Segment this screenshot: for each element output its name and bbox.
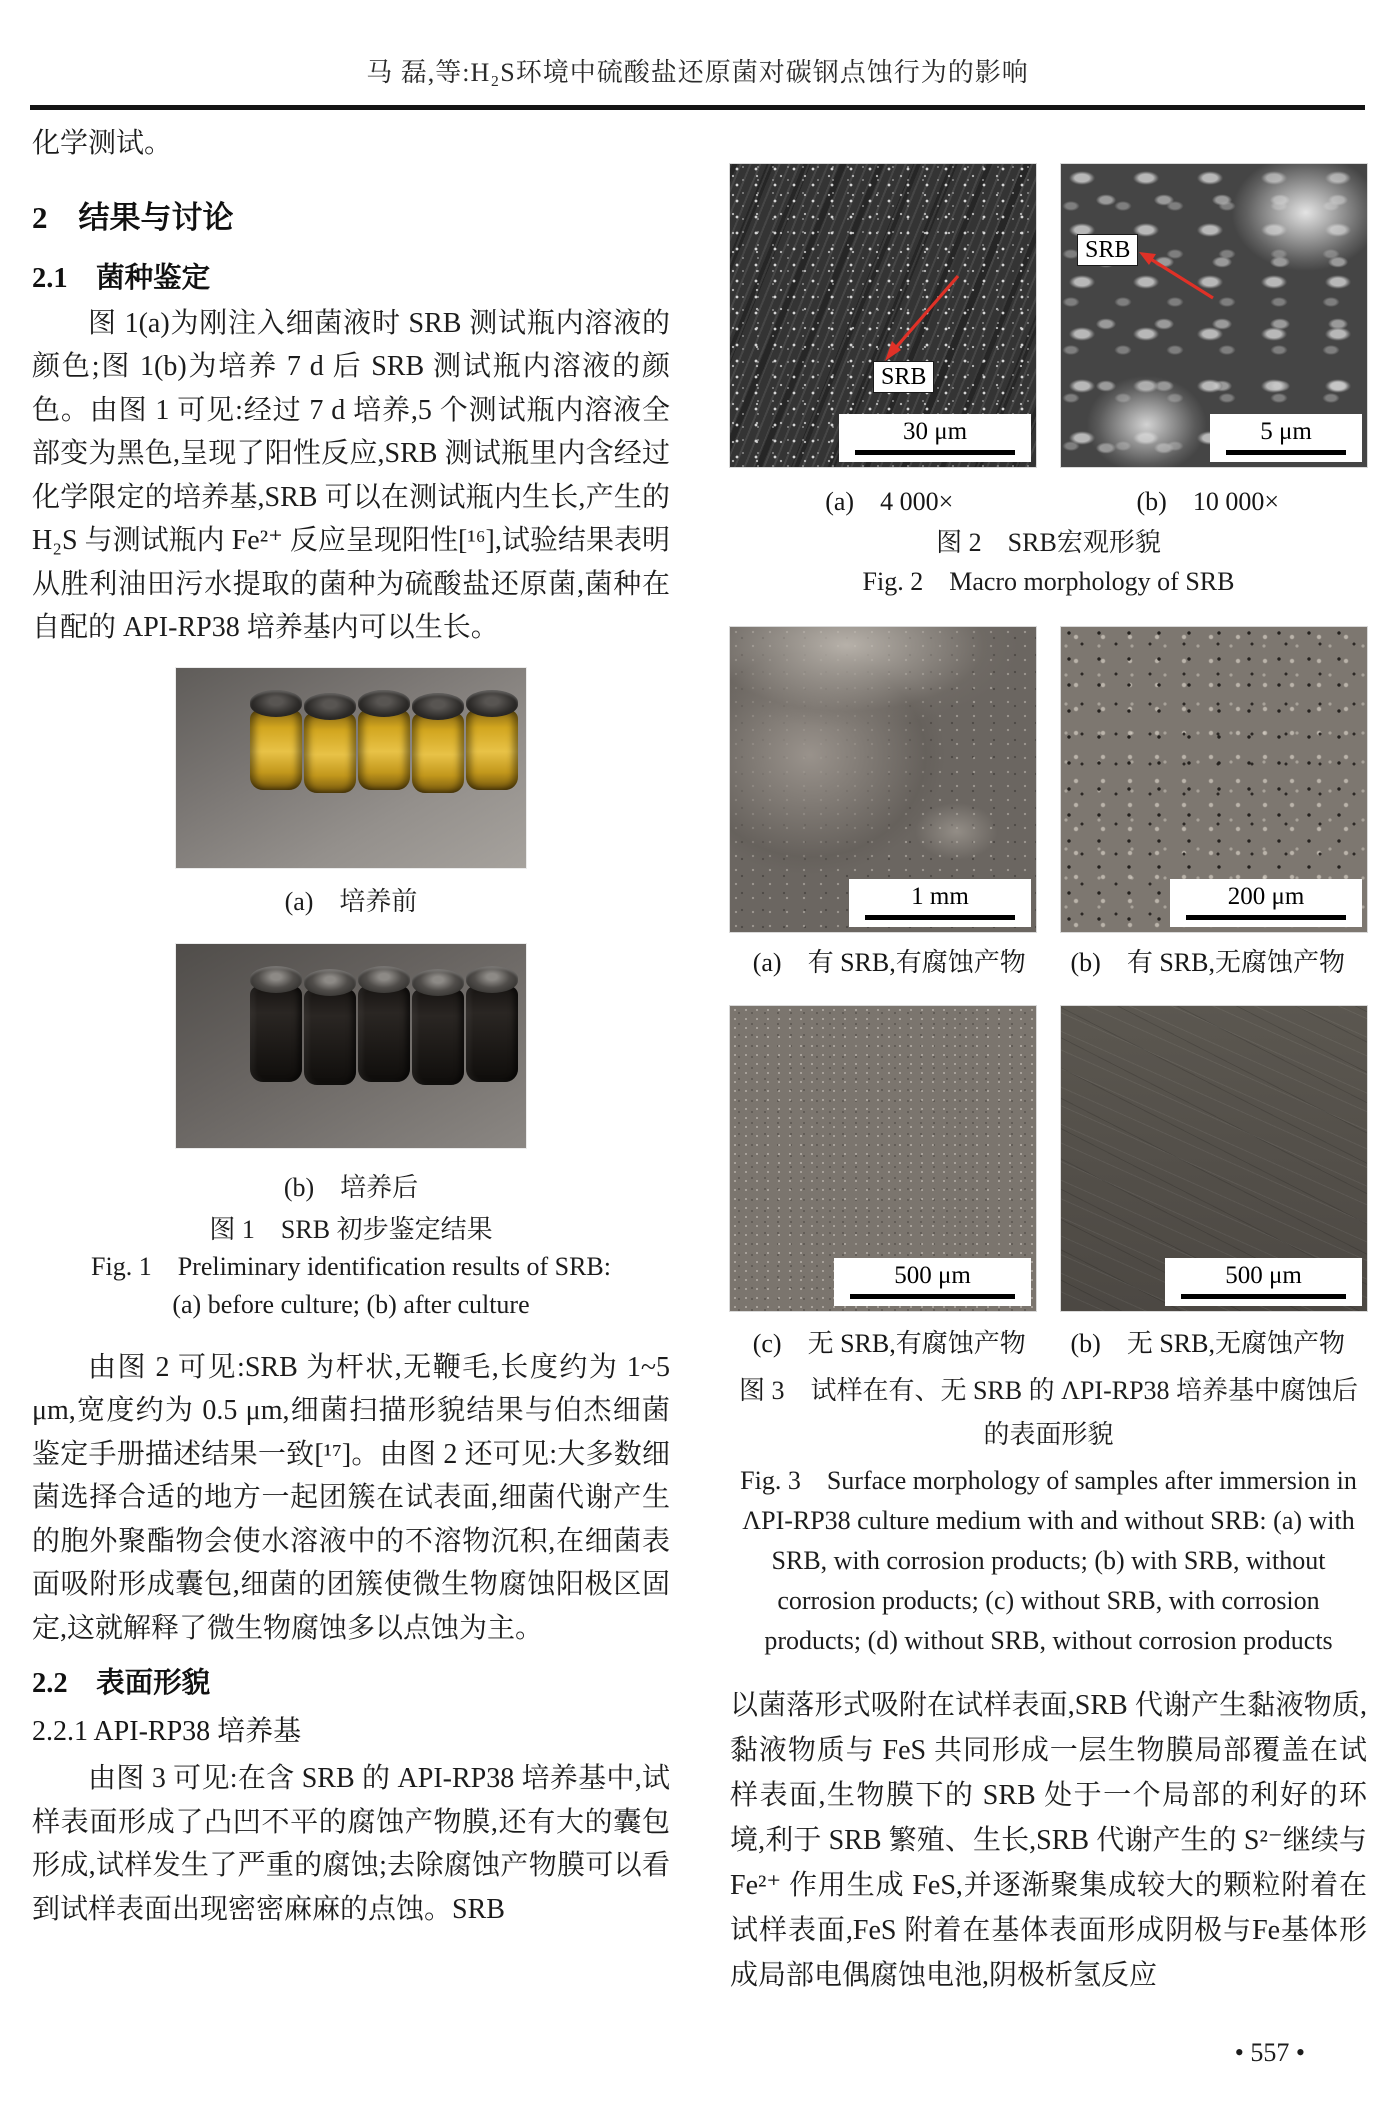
vial-row-after bbox=[250, 966, 520, 1082]
scale-bar-200um bbox=[1170, 879, 1362, 927]
vial-cap bbox=[250, 690, 302, 717]
figure1-photo-before-culture bbox=[176, 668, 526, 868]
scale-bar-line bbox=[1181, 1294, 1346, 1299]
vial bbox=[250, 966, 302, 1082]
vial bbox=[358, 690, 410, 790]
srb-annotation-label: SRB bbox=[873, 361, 934, 393]
scale-bar-500um bbox=[834, 1258, 1031, 1306]
figure1-photo-after-culture bbox=[176, 944, 526, 1148]
figure3c-sem-image bbox=[730, 1006, 1036, 1311]
figure2-caption-cn: 图 2 SRB宏观形貌 bbox=[936, 528, 1161, 557]
vial bbox=[412, 969, 464, 1085]
vial-body-amber bbox=[466, 710, 518, 790]
figure3-caption-en-line2: ΛPI-RP38 culture medium with and without SRB: (a) with bbox=[742, 1506, 1355, 1535]
figure2-caption-en: Fig. 2 Macro morphology of SRB bbox=[862, 567, 1235, 596]
paragraph-api-rp38-results: 由图 3 可见:在含 SRB 的 API-RP38 培养基中,试样表面形成了凸凹不平的腐蚀产物膜,还有大的囊包形成,试样发生了严重的腐蚀;去除腐蚀产物膜可以看到试样表面出现密密麻麻的点蚀。SRB bbox=[32, 1763, 670, 1925]
vial-body-black bbox=[304, 989, 356, 1085]
figure1a-caption: (a) 培养前 bbox=[284, 886, 418, 916]
srb-arrow bbox=[730, 164, 1036, 467]
scale-bar-line bbox=[850, 1294, 1015, 1299]
vial-cap bbox=[466, 966, 518, 993]
scale-bar-500um bbox=[1165, 1258, 1362, 1306]
vial bbox=[304, 969, 356, 1085]
scale-bar-label: 1 mm bbox=[911, 883, 969, 910]
vial-cap bbox=[358, 690, 410, 717]
paragraph-strain-identification: 图 1(a)为刚注入细菌液时 SRB 测试瓶内溶液的颜色;图 1(b)为培养 7 d 后 SRB 测试瓶内溶液的颜色。由图 1 可见:经过 7 d 培养,5 个测试瓶内溶液全部变为黑色,呈现了阳性反应,SRB 测试瓶里内含经过化学限定的培养基,SRB 可以在测试瓶内生长,产生的 H₂S 与测试瓶内 Fe²⁺ 反应呈现阳性[¹⁶],试验结果表明从胜利油田污水提取的菌种为硫酸盐还原菌,菌种在自配的 API-RP38 培养基内可以生长。 bbox=[32, 307, 670, 643]
figure3-subcaptions-bottom bbox=[730, 1327, 1367, 1361]
figure3-caption-cn-line1: 图 3 试样在有、无 SRB 的 ΛPI-RP38 培养基中腐蚀后 bbox=[738, 1376, 1359, 1405]
figure3-caption-en-line4: corrosion products; (c) without SRB, with corrosion bbox=[777, 1586, 1320, 1615]
section-heading-surface-morphology: 2.2 表面形貌 bbox=[32, 1668, 211, 1699]
srb-annotation-label: SRB bbox=[1077, 234, 1138, 266]
figure3d-condition: (b) 无 SRB,无腐蚀产物 bbox=[1070, 1329, 1345, 1358]
figure3-subcaptions-top bbox=[730, 946, 1367, 980]
running-head-title: 马 磊,等:H₂S环境中硫酸盐还原菌对碳钢点蚀行为的影响 bbox=[366, 58, 1029, 87]
figure3c-condition: (c) 无 SRB,有腐蚀产物 bbox=[752, 1329, 1026, 1358]
vial-cap bbox=[466, 690, 518, 717]
vial-cap bbox=[304, 969, 356, 996]
vial-cap bbox=[412, 969, 464, 996]
figure3-caption-en-line5: products; (d) without SRB, without corrosion products bbox=[764, 1626, 1333, 1655]
right-column bbox=[730, 122, 1367, 1998]
vial-body-amber bbox=[304, 713, 356, 793]
figure1-caption-cn: 图 1 SRB 初步鉴定结果 bbox=[209, 1214, 493, 1244]
figure2-image-row bbox=[730, 164, 1367, 467]
vial-cap bbox=[412, 693, 464, 720]
vial bbox=[466, 690, 518, 790]
scale-bar-label: 500 μm bbox=[894, 1262, 971, 1289]
section-heading-results: 2 结果与讨论 bbox=[32, 199, 234, 235]
vial-cap bbox=[304, 693, 356, 720]
vial bbox=[250, 690, 302, 790]
vial-cap bbox=[358, 966, 410, 993]
vial-body-black bbox=[250, 986, 302, 1082]
figure3d-sem-image bbox=[1061, 1006, 1367, 1311]
vial bbox=[412, 693, 464, 793]
figure1-caption-en-line1: Fig. 1 Preliminary identification results of SRB: bbox=[91, 1251, 611, 1281]
vial-body-black bbox=[358, 986, 410, 1082]
figure3-image-row-bottom bbox=[730, 1006, 1367, 1311]
vial-body-amber bbox=[412, 713, 464, 793]
figure3-image-row-top bbox=[730, 627, 1367, 932]
figure3-caption-en-line1: Fig. 3 Surface morphology of samples after immersion in bbox=[740, 1466, 1357, 1495]
vial-body-amber bbox=[250, 710, 302, 790]
scale-bar-label: 5 μm bbox=[1260, 418, 1312, 445]
figure3-caption-en-line3: SRB, with corrosion products; (b) with SRB, without bbox=[771, 1546, 1326, 1575]
figure3a-condition: (a) 有 SRB,有腐蚀产物 bbox=[752, 948, 1026, 977]
figure3a-sem-image bbox=[730, 627, 1036, 932]
figure2b-sem-image bbox=[1061, 164, 1367, 467]
srb-arrow bbox=[1061, 164, 1367, 467]
vial-row-before bbox=[250, 690, 520, 790]
figure1b-caption: (b) 培养后 bbox=[283, 1172, 419, 1202]
paragraph-intro: 化学测试。 bbox=[32, 128, 173, 159]
scale-bar-label: 200 μm bbox=[1227, 883, 1305, 910]
subsection-heading-api-rp38: 2.2.1 API-RP38 培养基 bbox=[32, 1716, 302, 1747]
figure2-subcaptions bbox=[730, 485, 1367, 519]
section-heading-strain-identification: 2.1 菌种鉴定 bbox=[32, 262, 211, 294]
vial bbox=[304, 693, 356, 793]
scale-bar-line bbox=[1186, 915, 1346, 920]
figure3-caption-cn-line2: 的表面形貌 bbox=[983, 1420, 1114, 1449]
scale-bar-line bbox=[865, 915, 1015, 920]
vial bbox=[466, 966, 518, 1082]
paragraph-biofilm-mechanism: 以菌落形式吸附在试样表面,SRB 代谢产生黏液物质,黏液物质与 FeS 共同形成一层生物膜局部覆盖在试样表面,生物膜下的 SRB 处于一个局部的利好的环境,利于 SRB 繁殖、生长,SRB 代谢产生的 S²⁻继续与 Fe²⁺ 作用生成 FeS,并逐渐聚集成较大的颗粒附着在试样表面,FeS 附着在基体表面形成阴极与Fe基体形成局部电偶腐蚀电池,阴极析氢反应 bbox=[730, 1690, 1367, 1991]
vial-body-black bbox=[466, 986, 518, 1082]
figure1-caption-en-line2: (a) before culture; (b) after culture bbox=[172, 1289, 530, 1319]
figure3b-sem-image bbox=[1061, 627, 1367, 932]
page-number: • 557 • bbox=[1234, 2038, 1305, 2067]
scale-bar-1mm bbox=[849, 879, 1031, 927]
paragraph-srb-morphology: 由图 2 可见:SRB 为杆状,无鞭毛,长度约为 1~5 μm,宽度约为 0.5 μm,细菌扫描形貌结果与伯杰细菌鉴定手册描述结果一致[¹⁷]。由图 2 还可见:大多数细菌选择合适的地方一起团簇在试表面,细菌代谢产生的胞外聚酯物会使水溶液中的不溶物沉积,在细菌表面吸附形成囊包,细菌的团簇使微生物腐蚀阳极区固定,这就解释了微生物腐蚀多以点蚀为主。 bbox=[32, 1351, 670, 1644]
scale-bar-label: 500 μm bbox=[1225, 1262, 1302, 1289]
scale-bar-label: 30 μm bbox=[902, 418, 968, 445]
vial bbox=[358, 966, 410, 1082]
two-column-layout bbox=[0, 110, 1395, 1998]
vial-cap bbox=[250, 966, 302, 993]
figure2a-magnification: (a) 4 000× bbox=[825, 487, 954, 516]
left-column bbox=[32, 122, 670, 1998]
vial-body-black bbox=[412, 989, 464, 1085]
figure3b-condition: (b) 有 SRB,无腐蚀产物 bbox=[1070, 948, 1345, 977]
figure2b-magnification: (b) 10 000× bbox=[1136, 487, 1279, 516]
vial-body-amber bbox=[358, 710, 410, 790]
figure2a-sem-image bbox=[730, 164, 1036, 467]
